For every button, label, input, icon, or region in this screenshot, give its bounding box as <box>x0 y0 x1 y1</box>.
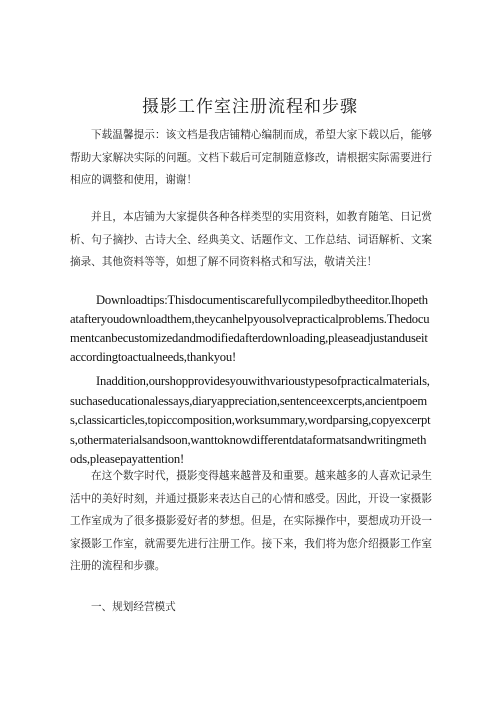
english-download-tips-paragraph: Downloadtips:Thisdocumentiscarefullycompiledbytheeditor.Ihopethatafteryoudownloadthem,theycanhelpyousolvepracticalproblems.Thedocumentcanbecustomizedandmodifiedafterdownloading,pleaseadjustanduseitaccordingtoactualneeds,thankyou! <box>70 293 430 364</box>
download-notice-paragraph: 下载温馨提示：该文档是我店铺精心编制而成，希望大家下载以后，能够帮助大家解决实际的问题。文档下载后可定制随意修改，请根据实际需要进行相应的调整和使用，谢谢！ <box>70 129 432 186</box>
section-heading: 一、规划经营模式 <box>91 601 176 613</box>
document-title: 摄影工作室注册流程和步骤 <box>142 97 358 117</box>
intro-paragraph: 在这个数字时代，摄影变得越来越普及和重要。越来越多的人喜欢记录生活中的美好时刻，并通过摄影来表达自己的心情和感受。因此，开设一家摄影工作室成为了很多摄影爱好者的梦想。但是，在实际操作中，要想成功开设一家摄影工作室，就需要先进行注册工作。接下来，我们将为您介绍摄影工作室注册的流程和步骤。 <box>70 470 432 572</box>
english-shop-note-paragraph: Inaddition,ourshopprovidesyouwithvarioustypesofpracticalmaterials,suchaseducationalessays,diaryappreciation,sentenceexcerpts,ancientpoems,classicarticles,topiccomposition,worksummary,wordparsing,copyexcerpts,othermaterialsandsoon,wanttoknowdifferentdataformatsandwritingmethods,pleasepayattention! <box>70 374 431 466</box>
shop-note-paragraph: 并且，本店铺为大家提供各种各样类型的实用资料，如教育随笔、日记赏析、句子摘抄、古诗大全、经典美文、话题作文、工作总结、词语解析、文案摘录、其他资料等等，如想了解不同资料格式和写法，敬请关注！ <box>70 211 432 268</box>
